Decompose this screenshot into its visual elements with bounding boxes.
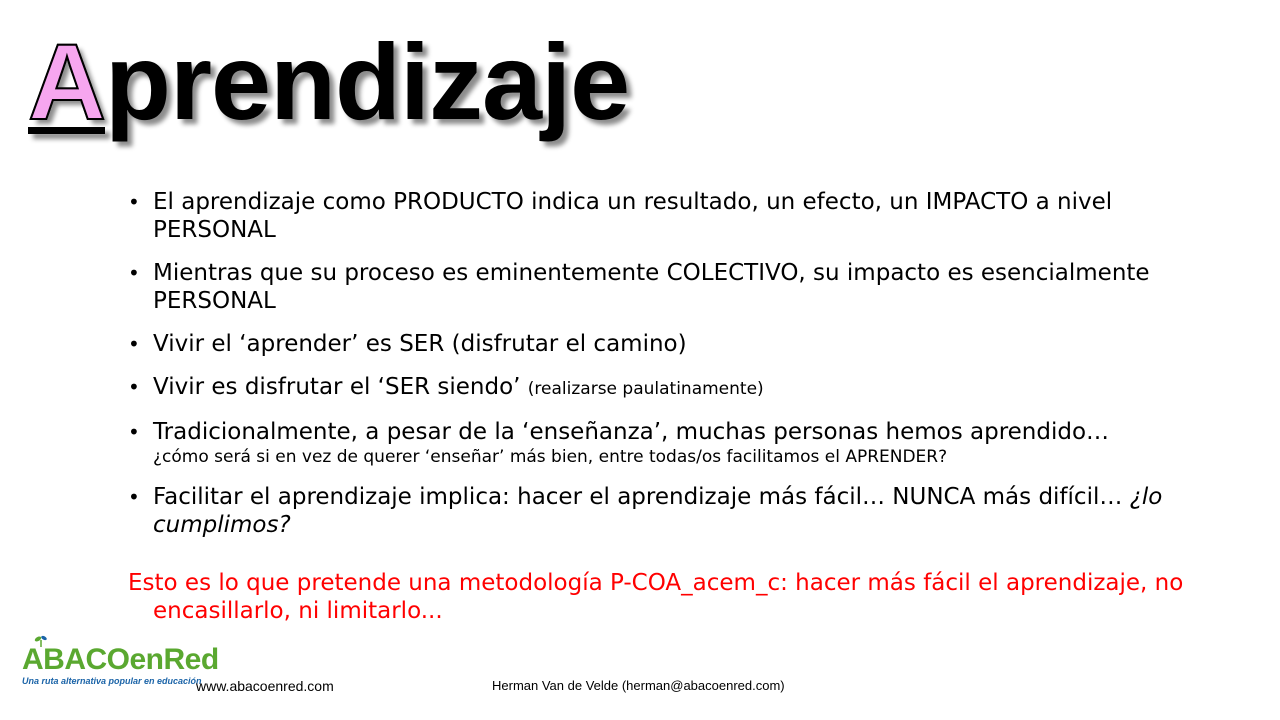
bullet-item (128, 330, 1208, 358)
bullet-dot-icon: • (128, 261, 140, 285)
bullet-dot-icon: • (128, 332, 140, 356)
footer-author: Herman Van de Velde (herman@abacoenred.com) (492, 678, 785, 693)
logo-tagline: Una ruta alternativa popular en educación (22, 676, 202, 686)
bullet-italic-text: ¿lo cumplimos? (153, 484, 1163, 538)
bullet-dot-icon: • (128, 190, 140, 214)
bullet-subtext: ¿cómo será si en vez de querer ‘enseñar’ más bien, entre todas/os facilitamos el APRENDER? (153, 447, 948, 467)
bullet-item (128, 418, 1208, 468)
footer-url[interactable]: www.abacoenred.com (196, 678, 334, 694)
title-first-letter: A (28, 21, 105, 142)
bullet-text: Tradicionalmente, a pesar de la ‘enseñanza’, muchas personas hemos aprendido… (153, 419, 1110, 445)
logo-name: ABACOenRed (22, 643, 219, 676)
bullet-item (128, 483, 1208, 539)
bullet-text: Mientras que su proceso es eminentemente COLECTIVO, su impacto es esencialmente PERSONAL (153, 260, 1150, 314)
bullet-list (128, 188, 1208, 554)
slide-title (28, 21, 630, 142)
conclusion-text: Esto es lo que pretende una metodología P-COA_acem_c: hacer más fácil el aprendizaje, no encasillarlo, ni limitarlo... (128, 570, 1184, 624)
bullet-dot-icon: • (128, 420, 140, 444)
bullet-item (128, 373, 1208, 403)
bullet-dot-icon: • (128, 485, 140, 509)
bullet-text: Vivir el ‘aprender’ es SER (disfrutar el camino) (153, 331, 687, 357)
bullet-item (128, 188, 1208, 244)
sprout-icon (34, 635, 48, 647)
bullet-text: Facilitar el aprendizaje implica: hacer el aprendizaje más fácil… NUNCA más difícil… (153, 484, 1130, 510)
bullet-text: Vivir es disfrutar el ‘SER siendo’ (153, 374, 528, 400)
bullet-dot-icon: • (128, 375, 140, 399)
abacoenred-logo (22, 643, 219, 695)
bullet-small-text: (realizarse paulatinamente) (527, 379, 764, 399)
title-rest: prendizaje (105, 21, 630, 142)
bullet-item (128, 259, 1208, 315)
bullet-text: El aprendizaje como PRODUCTO indica un resultado, un efecto, un IMPACTO a nivel PERSONAL (153, 189, 1113, 243)
